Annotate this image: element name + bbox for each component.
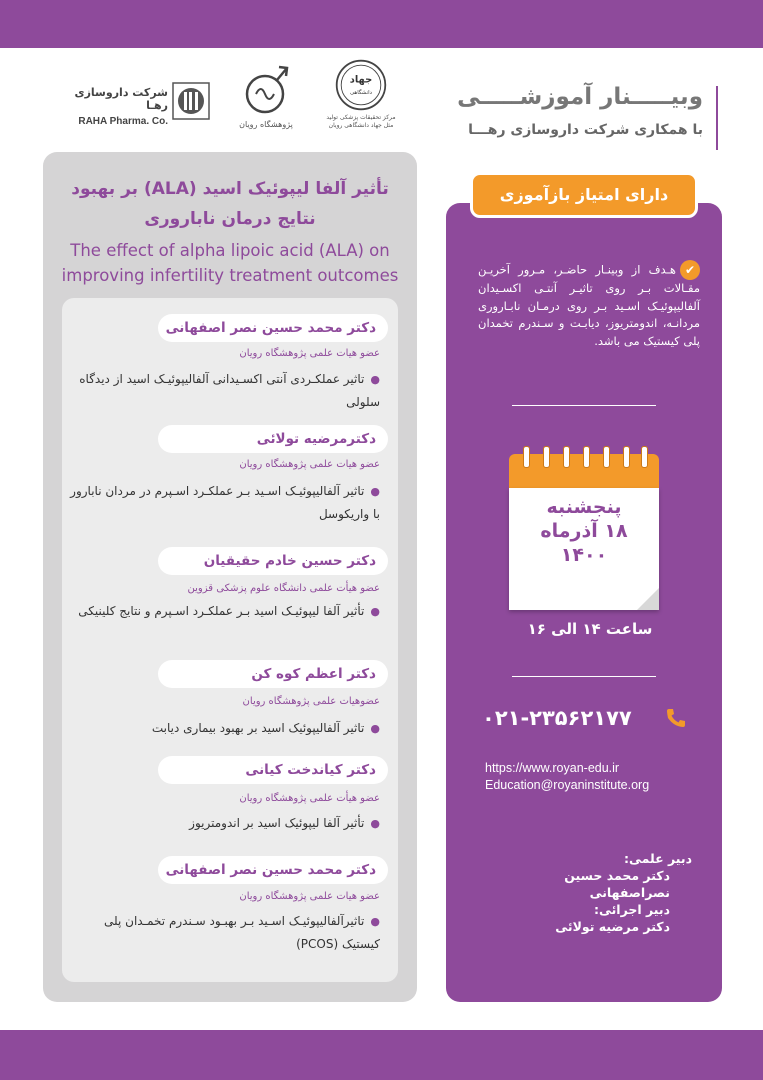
check-icon: ✔ — [680, 260, 700, 280]
speaker-affiliation: عضو هیات علمی پژوهشگاه رویان — [239, 459, 380, 470]
top-banner — [0, 0, 763, 48]
calendar-ring-icon — [583, 446, 590, 468]
raha-mark-icon — [172, 82, 210, 120]
phone-icon — [664, 706, 688, 730]
topic-title-en: The effect of alpha lipoic acid (ALA) on improving infertility treatment outcomes — [61, 241, 399, 285]
jahad-logo — [322, 58, 400, 144]
webinar-subtitle: با همکاری شرکت داروسازی رهـــا — [468, 122, 703, 138]
bullet-icon: ● — [370, 915, 380, 928]
event-day: پنجشنبه — [546, 496, 622, 518]
speaker-name: دکترمرضیه تولائی — [158, 425, 388, 453]
contact-links — [485, 760, 705, 794]
calendar-ring-icon — [603, 446, 610, 468]
header-divider — [716, 86, 718, 150]
email-link[interactable]: Education@royaninstitute.org — [485, 778, 650, 792]
speaker-topic: ●تأثیر آلفا لیپوئیـک اسید بـر عملکـرد اسـپرم و نتایج کلینیکی — [78, 604, 380, 618]
raha-logo — [56, 82, 211, 128]
calendar-ring-icon — [523, 446, 530, 468]
royan-logo — [236, 62, 296, 142]
speaker-topic: ●تأثیر آلفا لیپوئیک اسید بر اندومتریوز — [189, 816, 380, 830]
speaker-affiliation: عضو هیات علمی پژوهشگاه رویان — [239, 891, 380, 902]
speaker-name: دکتر محمد حسین نصر اصفهانی — [158, 856, 388, 884]
cme-badge: دارای امتیاز بازآموزی — [470, 172, 698, 218]
executive-secretary-name: دکتر مرضیه تولائی — [555, 919, 670, 934]
event-year: ۱۴۰۰ — [560, 544, 608, 566]
calendar-ring-icon — [543, 446, 550, 468]
speaker-affiliation: عضو هیأت علمی پژوهشگاه رویان — [239, 793, 380, 804]
webinar-title: وبیـــــنار آموزشـــــی — [457, 84, 703, 110]
speaker-topic: ●تاثیر آلفالیپوئیـک اسـید بـر عملکـرد اسـپرم در مردان نابارور با واریکوسل — [70, 484, 380, 521]
speaker-affiliation: عضو هیات علمی پژوهشگاه رویان — [239, 348, 380, 359]
speaker-name: دکتر حسین خادم حقیقیان — [158, 547, 388, 575]
speaker-affiliation: عضوهیات علمی پژوهشگاه رویان — [242, 696, 380, 707]
organizers — [482, 850, 692, 935]
jahad-word: جهاد — [349, 74, 373, 86]
divider — [512, 405, 656, 406]
royan-caption: پژوهشگاه رویان — [239, 120, 293, 129]
webinar-goal: ✔هـدف از وبینـار حاضـر، مـرور آخریـن مقـالات بـر روی تاثیـر آنتـی اکسـیدان آلفالیپوئیـک اسـید بـر روی درمـان نابـاروری مردانـه، اندومتریوز، دیابـت و سـندرم تخمدان پلی کیستیک می باشد. — [478, 260, 700, 350]
bullet-icon: ● — [370, 485, 380, 498]
website-link[interactable]: https://www.royan-edu.ir — [485, 761, 620, 775]
speaker-name: دکتر کیاندخت کیانی — [158, 756, 388, 784]
webinar-header — [403, 84, 703, 138]
speaker-affiliation: عضو هیأت علمی دانشگاه علوم پزشکی قزوین — [187, 583, 380, 594]
speaker-name: دکتر محمد حسین نصر اصفهانی — [158, 314, 388, 342]
bullet-icon: ● — [370, 373, 380, 386]
royan-emblem-icon — [241, 62, 291, 118]
jahad-sub: دانشگاهی — [349, 90, 373, 96]
raha-name-en: RAHA Pharma. Co. — [78, 116, 168, 127]
speaker-name: دکتر اعظم کوه کن — [158, 660, 388, 688]
phone-number[interactable]: ۰۲۱-۲۳۵۶۲۱۷۷ — [482, 706, 632, 730]
bullet-icon: ● — [370, 722, 380, 735]
topic-title-fa: تأثیر آلفا لیپوئیک اسید (ALA) بر بهبود نتایج درمان ناباروری — [71, 179, 389, 229]
calendar-card — [509, 446, 659, 610]
scientific-secretary-label: دبیر علمی: — [623, 851, 692, 866]
bullet-icon: ● — [370, 605, 380, 618]
speaker-topic: ●تاثیرآلفالیپوئیـک اسـید بـر بهبـود سـندرم تخمـدان پلی کیستیک (PCOS) — [104, 914, 380, 951]
event-date — [509, 496, 659, 566]
calendar-ring-icon — [623, 446, 630, 468]
executive-secretary-label: دبیر اجرائی: — [593, 902, 670, 917]
event-date-day: ۱۸ آذرماه — [540, 520, 628, 542]
speaker-topic: ●تاثیر آلفالیپوئیک اسید بر بهبود بیماری دیابت — [151, 721, 380, 735]
bullet-icon: ● — [370, 817, 380, 830]
raha-name-fa: شرکت داروسازی رهـا — [74, 86, 168, 112]
bottom-banner — [0, 1030, 763, 1080]
calendar-ring-icon — [641, 446, 648, 468]
event-time: ساعت ۱۴ الی ۱۶ — [527, 620, 653, 638]
divider — [512, 676, 656, 677]
jahad-caption: مرکز تحقیقات پزشکی تولید مثل جهاد دانشگاهی رویان — [326, 114, 396, 129]
speaker-topic: ●تاثیر عملکـردی آنتی اکسـیدانی آلفالیپوئیـک اسید از دیدگاه سلولی — [79, 372, 380, 409]
scientific-secretary-name: دکتر محمد حسین نصراصفهانی — [564, 868, 670, 900]
jahad-emblem-icon — [334, 58, 388, 112]
page-curl — [637, 588, 659, 610]
calendar-ring-icon — [563, 446, 570, 468]
